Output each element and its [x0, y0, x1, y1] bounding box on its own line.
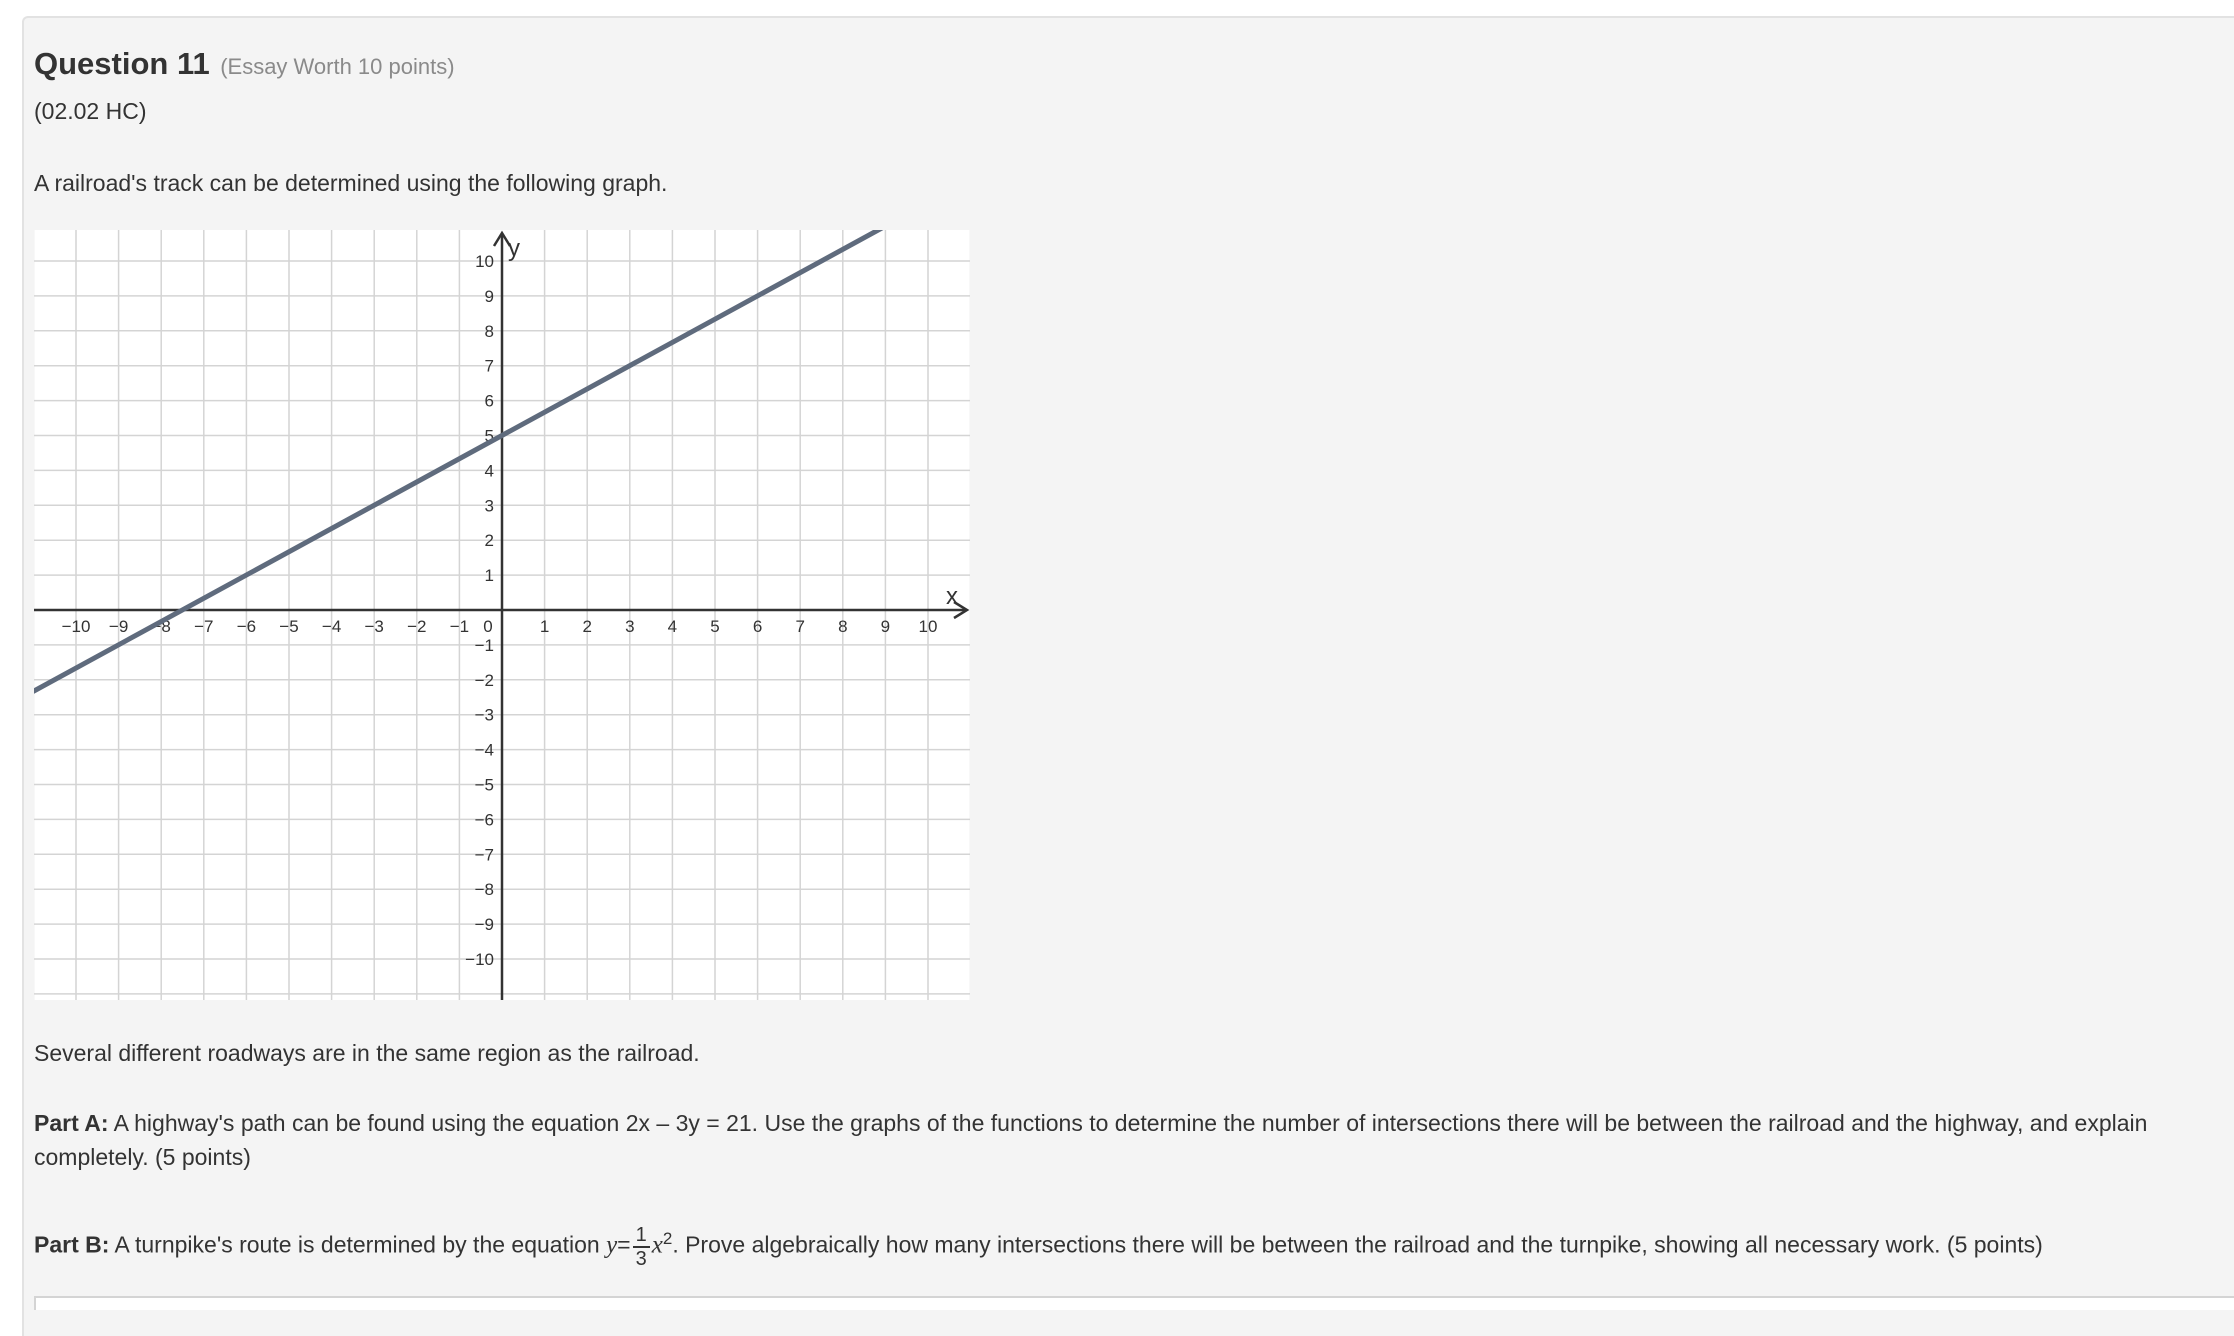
- y-tick-label: 10: [475, 252, 494, 271]
- part-b-body-end: . Prove algebraically how many intersections there will be between the railroad and the turnpike, showing all necessary work. (5 points): [672, 1231, 2043, 1258]
- x-tick-label: 3: [625, 617, 635, 636]
- question-code: (02.02 HC): [34, 98, 147, 124]
- x-tick-label: 7: [795, 617, 805, 636]
- y-tick-label: 9: [484, 286, 494, 306]
- x-tick-label: 9: [880, 617, 891, 636]
- y-tick-label: −3: [474, 705, 494, 725]
- y-tick-label: −10: [465, 950, 494, 969]
- x-tick-label: 8: [838, 617, 848, 636]
- y-tick-label: −1: [474, 635, 494, 655]
- railroad-graph: [34, 230, 970, 1000]
- fraction-numerator: 1: [633, 1224, 650, 1248]
- x-tick-label: 6: [752, 617, 763, 636]
- question-header: [34, 46, 455, 82]
- y-tick-label: −4: [474, 740, 494, 760]
- x-tick-label: −9: [108, 617, 129, 636]
- y-tick-label: 5: [484, 426, 494, 446]
- y-tick-label: 2: [484, 531, 494, 551]
- y-tick-label: 6: [484, 391, 494, 411]
- question-prompt: A railroad's track can be determined using the following graph.: [34, 170, 668, 196]
- x-tick-label: −8: [151, 617, 171, 636]
- x-axis-label: x: [946, 583, 958, 610]
- equation-y: y: [606, 1231, 618, 1259]
- y-tick-label: −6: [474, 810, 494, 830]
- y-axis-label: y: [508, 235, 520, 262]
- question-worth: (Essay Worth 10 points): [220, 54, 455, 79]
- origin-label: 0: [483, 617, 493, 636]
- x-tick-label: 5: [710, 617, 720, 636]
- y-tick-label: 8: [484, 321, 494, 341]
- y-tick-label: −9: [474, 915, 494, 935]
- x-tick-label: 4: [667, 617, 678, 636]
- part-b-text: [34, 1222, 2043, 1270]
- x-tick-label: −3: [364, 617, 384, 636]
- x-tick-label: 1: [539, 617, 550, 636]
- y-tick-label: −5: [474, 775, 494, 795]
- x-tick-label: −10: [61, 617, 91, 636]
- x-tick-label: −7: [194, 617, 214, 636]
- y-tick-label: 4: [484, 461, 494, 481]
- y-tick-label: −7: [474, 845, 494, 865]
- answer-box[interactable]: [34, 1296, 2234, 1310]
- x-tick-label: −1: [449, 617, 470, 636]
- equation-exponent: 2: [662, 1229, 673, 1248]
- x-tick-label: −4: [321, 617, 342, 636]
- part-a-body: A highway's path can be found using the equation 2x – 3y = 21. Use the graphs of the functions to determine the number of intersections there will be between the railroad and the highway, and explain completely. (5 points): [34, 1110, 2148, 1170]
- part-a-label: Part A:: [34, 1110, 109, 1136]
- y-tick-label: −8: [474, 880, 494, 900]
- x-tick-label: −5: [279, 617, 299, 636]
- equation-x: x: [651, 1231, 663, 1259]
- question-title: Question 11: [34, 46, 210, 81]
- part-a-text: [34, 1106, 2204, 1174]
- equation-equals: =: [617, 1231, 631, 1258]
- x-tick-label: 10: [918, 617, 938, 636]
- equation-fraction: [633, 1224, 650, 1270]
- fraction-denominator: 3: [635, 1247, 647, 1270]
- x-tick-label: −2: [407, 617, 427, 636]
- x-tick-label: 2: [582, 617, 592, 636]
- y-tick-label: 1: [484, 566, 494, 586]
- roadways-note: Several different roadways are in the same region as the railroad.: [34, 1040, 700, 1066]
- x-tick-label: −6: [236, 617, 257, 636]
- y-tick-label: 7: [484, 356, 494, 376]
- part-b-label: Part B:: [34, 1231, 110, 1258]
- y-tick-label: −2: [474, 670, 494, 690]
- graph-svg: [34, 230, 970, 1000]
- y-tick-label: 3: [484, 496, 494, 516]
- part-b-body-start: A turnpike's route is determined by the equation: [109, 1231, 607, 1258]
